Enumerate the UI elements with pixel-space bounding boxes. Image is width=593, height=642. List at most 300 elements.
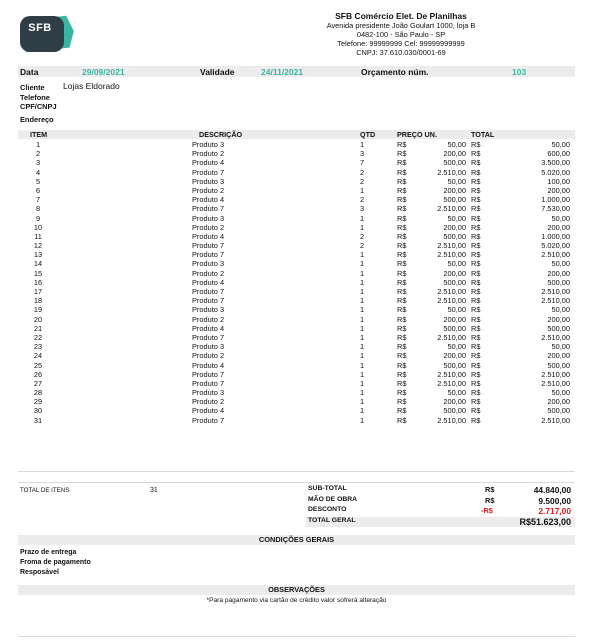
item-cell: 8 [35,204,41,214]
qtd-cell: 1 [360,415,365,425]
delivery-label: Prazo de entrega [20,549,77,556]
total-cell: 50,00 [551,140,570,149]
total-currency-cell: R$ [471,277,481,287]
grand-total-row [306,517,575,527]
table-row [18,140,575,149]
items-table-body [18,140,575,425]
price-currency-cell: R$ [397,305,407,315]
price-currency-cell: R$ [397,406,407,416]
total-cell: 200,00 [547,314,570,324]
total-currency-cell: R$ [471,314,481,324]
table-row [18,342,575,351]
table-row [18,351,575,360]
qtd-cell: 2 [360,167,365,177]
labor-label: MÃO DE OBRA [308,496,358,503]
unit-price-cell: 2.510,00 [437,250,466,260]
client-label: Cliente [20,83,45,92]
total-cell: 7.530,00 [541,204,570,214]
item-cell: 15 [33,268,43,278]
item-cell: 20 [33,314,43,324]
unit-price-cell: 50,00 [447,342,466,352]
total-currency-cell: R$ [471,176,481,186]
description-cell: Produto 2 [192,314,225,324]
description-cell: Produto 3 [192,259,225,269]
table-row [18,223,575,232]
price-currency-cell: R$ [397,167,407,177]
unit-price-cell: 2.510,00 [437,241,466,251]
qtd-cell: 1 [360,369,365,379]
total-currency-cell: R$ [471,296,481,306]
table-row [18,287,575,296]
price-currency-cell: R$ [397,360,407,370]
total-cell: 100,00 [547,176,570,186]
unit-price-cell: 50,00 [447,213,466,223]
description-cell: Produto 7 [192,369,225,379]
description-cell: Produto 7 [192,332,225,342]
price-currency-cell: R$ [397,204,407,214]
unit-price-cell: 200,00 [443,149,466,159]
price-currency-cell: R$ [397,277,407,287]
price-currency-cell: R$ [397,314,407,324]
description-cell: Produto 2 [192,351,225,361]
item-cell: 24 [33,351,43,361]
total-cell: 600,00 [547,149,570,159]
company-info [271,12,531,57]
description-cell: Produto 7 [192,204,225,214]
price-currency-cell: R$ [397,250,407,260]
unit-price-cell: 50,00 [447,305,466,315]
item-cell: 9 [35,213,41,223]
total-cell: 50,00 [551,305,570,315]
price-currency-cell: R$ [397,296,407,306]
table-row [18,278,575,287]
description-cell: Produto 7 [192,167,225,177]
table-row [18,168,575,177]
total-currency-cell: R$ [471,204,481,214]
item-cell: 30 [33,406,43,416]
item-cell: 3 [35,158,41,168]
table-bottom-divider [18,471,575,472]
labor-currency: R$ [485,496,495,505]
qtd-cell: 7 [360,158,365,168]
description-cell: Produto 7 [192,415,225,425]
price-currency-cell: R$ [397,158,407,168]
price-currency-cell: R$ [397,241,407,251]
qtd-cell: 1 [360,397,365,407]
price-currency-cell: R$ [397,332,407,342]
table-row [18,305,575,314]
total-cell: 500,00 [547,323,570,333]
table-row [18,214,575,223]
discount-currency: -R$ [481,506,493,515]
total-cell: 5.020,00 [541,167,570,177]
payment-label: Froma de pagamento [20,559,91,566]
total-cell: 1.000,00 [541,231,570,241]
quote-number-value: 103 [512,67,527,77]
total-currency-cell: R$ [471,351,481,361]
unit-price-cell: 500,00 [443,231,466,241]
labor-value: 9.500,00 [538,496,571,506]
total-currency-cell: R$ [471,222,481,232]
table-row [18,315,575,324]
description-cell: Produto 3 [192,213,225,223]
total-currency-cell: R$ [471,369,481,379]
total-cell: 500,00 [547,360,570,370]
table-row [18,416,575,425]
description-cell: Produto 4 [192,406,225,416]
total-cell: 2.510,00 [541,296,570,306]
total-currency-cell: R$ [471,342,481,352]
unit-price-cell: 2.510,00 [437,287,466,296]
qtd-cell: 1 [360,268,365,278]
observations-title: OBSERVAÇÕES [18,585,575,595]
qtd-cell: 1 [360,250,365,260]
table-row [18,361,575,370]
item-cell: 25 [33,360,43,370]
unit-price-cell: 50,00 [447,176,466,186]
total-cell: 2.510,00 [541,250,570,260]
unit-price-cell: 200,00 [443,185,466,195]
date-label: Data [20,67,39,77]
qtd-cell: 1 [360,259,365,269]
item-cell: 23 [33,342,43,352]
table-row [18,186,575,195]
qtd-cell: 1 [360,213,365,223]
price-currency-cell: R$ [397,323,407,333]
description-cell: Produto 3 [192,176,225,186]
total-currency-cell: R$ [471,185,481,195]
item-cell: 17 [33,287,43,296]
item-cell: 6 [35,185,41,195]
col-qtd: QTD [360,130,376,139]
qtd-cell: 1 [360,305,365,315]
description-cell: Produto 3 [192,388,225,398]
total-currency-cell: R$ [471,360,481,370]
item-cell: 7 [35,195,41,205]
company-phones: Telefone: 99999999 Cel: 99999999999 [337,39,465,48]
price-currency-cell: R$ [397,222,407,232]
total-currency-cell: R$ [471,259,481,269]
phone-label: Telefone [20,93,50,102]
unit-price-cell: 500,00 [443,158,466,168]
item-cell: 28 [33,388,43,398]
subtotal-row [18,485,575,494]
subtotal-currency: R$ [485,485,495,494]
price-currency-cell: R$ [397,176,407,186]
unit-price-cell: 500,00 [443,360,466,370]
unit-price-cell: 200,00 [443,222,466,232]
qtd-cell: 1 [360,378,365,388]
observations-text: *Para pagamento via cartão de crédito valor sofrerá alteração [206,597,387,604]
unit-price-cell: 500,00 [443,406,466,416]
qtd-cell: 1 [360,351,365,361]
total-currency-cell: R$ [471,140,481,149]
table-row [18,397,575,406]
total-cell: 2.510,00 [541,287,570,296]
table-row [18,250,575,259]
totals-divider [18,482,575,483]
item-cell: 27 [33,378,43,388]
table-row [18,259,575,268]
qtd-cell: 1 [360,323,365,333]
table-row [18,269,575,278]
item-cell: 4 [35,167,41,177]
validity-label: Validade [200,67,235,77]
company-address: Avenida presidente João Goulart 1000, loja B [326,21,476,30]
price-currency-cell: R$ [397,415,407,425]
description-cell: Produto 7 [192,378,225,388]
qtd-cell: 1 [360,296,365,306]
table-row [18,296,575,305]
total-currency-cell: R$ [471,332,481,342]
discount-label: DESCONTO [308,506,347,513]
description-cell: Produto 3 [192,305,225,315]
qtd-cell: 2 [360,195,365,205]
total-currency-cell: R$ [471,231,481,241]
footer-divider [18,636,575,637]
company-name: SFB Comércio Elet. De Planilhas [335,11,467,21]
description-cell: Produto 4 [192,323,225,333]
qtd-cell: 3 [360,149,365,159]
qtd-cell: 1 [360,185,365,195]
item-cell: 10 [33,222,43,232]
qtd-cell: 3 [360,204,365,214]
unit-price-cell: 200,00 [443,268,466,278]
table-row [18,177,575,186]
unit-price-cell: 2.510,00 [437,369,466,379]
total-items-label: TOTAL DE ITENS [20,487,70,494]
price-currency-cell: R$ [397,369,407,379]
company-cnpj: CNPJ: 37.610.030/0001-69 [356,48,446,57]
item-cell: 19 [33,305,43,315]
unit-price-cell: 200,00 [443,314,466,324]
conditions-title: CONDIÇÕES GERAIS [18,535,575,545]
unit-price-cell: 50,00 [447,388,466,398]
quote-number-label: Orçamento núm. [361,67,429,77]
total-currency-cell: R$ [471,388,481,398]
unit-price-cell: 2.510,00 [437,204,466,214]
price-currency-cell: R$ [397,149,407,159]
total-cell: 2.510,00 [541,332,570,342]
unit-price-cell: 2.510,00 [437,296,466,306]
qtd-cell: 1 [360,287,365,296]
table-row [18,204,575,213]
price-currency-cell: R$ [397,388,407,398]
discount-value: 2.717,00 [538,506,571,516]
description-cell: Produto 2 [192,185,225,195]
item-cell: 12 [33,241,43,251]
total-cell: 1.000,00 [541,195,570,205]
item-cell: 18 [33,296,43,306]
total-currency-cell: R$ [471,397,481,407]
table-row [18,388,575,397]
unit-price-cell: 2.510,00 [437,378,466,388]
description-cell: Produto 2 [192,149,225,159]
total-currency-cell: R$ [471,250,481,260]
col-total: TOTAL [471,130,495,139]
description-cell: Produto 2 [192,397,225,407]
quote-header-bar [18,66,575,77]
total-currency-cell: R$ [471,287,481,296]
total-cell: 5.020,00 [541,241,570,251]
logo-text: SFB [28,22,52,34]
total-cell: 50,00 [551,213,570,223]
description-cell: Produto 4 [192,158,225,168]
description-cell: Produto 7 [192,241,225,251]
table-row [18,158,575,167]
total-currency-cell: R$ [471,195,481,205]
total-cell: 200,00 [547,351,570,361]
description-cell: Produto 3 [192,342,225,352]
discount-row [18,506,575,515]
price-currency-cell: R$ [397,140,407,149]
table-row [18,149,575,158]
subtotal-label: SUB-TOTAL [308,485,347,492]
table-row [18,370,575,379]
unit-price-cell: 2.510,00 [437,415,466,425]
labor-row [18,496,575,505]
qtd-cell: 1 [360,406,365,416]
total-cell: 200,00 [547,268,570,278]
total-cell: 3.500,00 [541,158,570,168]
unit-price-cell: 200,00 [443,351,466,361]
unit-price-cell: 500,00 [443,195,466,205]
col-description: DESCRIÇÃO [199,130,243,139]
responsible-label: Resposável [20,569,59,576]
total-currency-cell: R$ [471,415,481,425]
col-item: ITEM [30,130,48,139]
description-cell: Produto 7 [192,250,225,260]
unit-price-cell: 50,00 [447,259,466,269]
table-row [18,406,575,415]
qtd-cell: 1 [360,314,365,324]
description-cell: Produto 4 [192,195,225,205]
description-cell: Produto 4 [192,360,225,370]
qtd-cell: 2 [360,176,365,186]
price-currency-cell: R$ [397,397,407,407]
description-cell: Produto 7 [192,296,225,306]
item-cell: 11 [34,231,42,241]
item-cell: 14 [33,259,43,269]
address-label: Endereço [20,115,54,124]
total-currency-cell: R$ [471,305,481,315]
col-unit-price: PREÇO UN. [397,130,437,139]
table-row [18,195,575,204]
unit-price-cell: 500,00 [443,323,466,333]
total-currency-cell: R$ [471,158,481,168]
table-row [18,333,575,342]
company-logo [18,12,74,56]
price-currency-cell: R$ [397,231,407,241]
description-cell: Produto 2 [192,222,225,232]
total-cell: 500,00 [547,277,570,287]
qtd-cell: 1 [360,332,365,342]
total-currency-cell: R$ [471,323,481,333]
price-currency-cell: R$ [397,185,407,195]
description-cell: Produto 4 [192,277,225,287]
table-row [18,379,575,388]
qtd-cell: 1 [360,342,365,352]
table-row [18,241,575,250]
unit-price-cell: 200,00 [443,397,466,407]
total-cell: 200,00 [547,185,570,195]
qtd-cell: 2 [360,231,365,241]
item-cell: 31 [33,415,43,425]
unit-price-cell: 2.510,00 [437,332,466,342]
description-cell: Produto 3 [192,140,225,149]
total-currency-cell: R$ [471,378,481,388]
total-currency-cell: R$ [471,241,481,251]
description-cell: Produto 7 [192,287,225,296]
total-cell: 50,00 [551,388,570,398]
description-cell: Produto 4 [192,231,225,241]
price-currency-cell: R$ [397,268,407,278]
date-value: 29/09/2021 [82,67,125,77]
price-currency-cell: R$ [397,378,407,388]
total-cell: 500,00 [547,406,570,416]
price-currency-cell: R$ [397,287,407,296]
item-cell: 13 [33,250,43,260]
price-currency-cell: R$ [397,259,407,269]
price-currency-cell: R$ [397,351,407,361]
item-cell: 26 [33,369,43,379]
total-currency-cell: R$ [471,149,481,159]
item-cell: 29 [33,397,43,407]
client-value: Lojas Eldorado [63,81,120,91]
price-currency-cell: R$ [397,195,407,205]
qtd-cell: 1 [360,277,365,287]
item-cell: 5 [35,176,41,186]
total-cell: 2.510,00 [541,415,570,425]
qtd-cell: 1 [360,222,365,232]
items-table-header [18,130,575,139]
table-row [18,232,575,241]
grand-total-label: TOTAL GERAL [308,517,356,524]
item-cell: 1 [35,140,41,149]
total-cell: 200,00 [547,397,570,407]
unit-price-cell: 500,00 [443,277,466,287]
validity-value: 24/11/2021 [261,67,304,77]
total-cell: 200,00 [547,222,570,232]
item-cell: 2 [35,149,41,159]
total-cell: 2.510,00 [541,378,570,388]
item-cell: 21 [33,323,43,333]
total-items-value: 31 [150,487,158,494]
item-cell: 16 [33,277,43,287]
grand-total-value: R$51.623,00 [519,517,571,527]
unit-price-cell: 2.510,00 [437,167,466,177]
qtd-cell: 1 [360,388,365,398]
price-currency-cell: R$ [397,213,407,223]
unit-price-cell: 50,00 [447,140,466,149]
company-city: 0482-100 - São Paulo - SP [356,30,446,39]
qtd-cell: 2 [360,241,365,251]
total-cell: 50,00 [551,259,570,269]
qtd-cell: 1 [360,140,365,149]
qtd-cell: 1 [360,360,365,370]
table-row [18,324,575,333]
total-currency-cell: R$ [471,406,481,416]
subtotal-value: 44.840,00 [533,485,571,495]
item-cell: 22 [33,332,43,342]
price-currency-cell: R$ [397,342,407,352]
total-cell: 50,00 [551,342,570,352]
total-currency-cell: R$ [471,213,481,223]
total-currency-cell: R$ [471,167,481,177]
total-cell: 2.510,00 [541,369,570,379]
cpf-cnpj-label: CPF/CNPJ [20,102,57,111]
description-cell: Produto 2 [192,268,225,278]
